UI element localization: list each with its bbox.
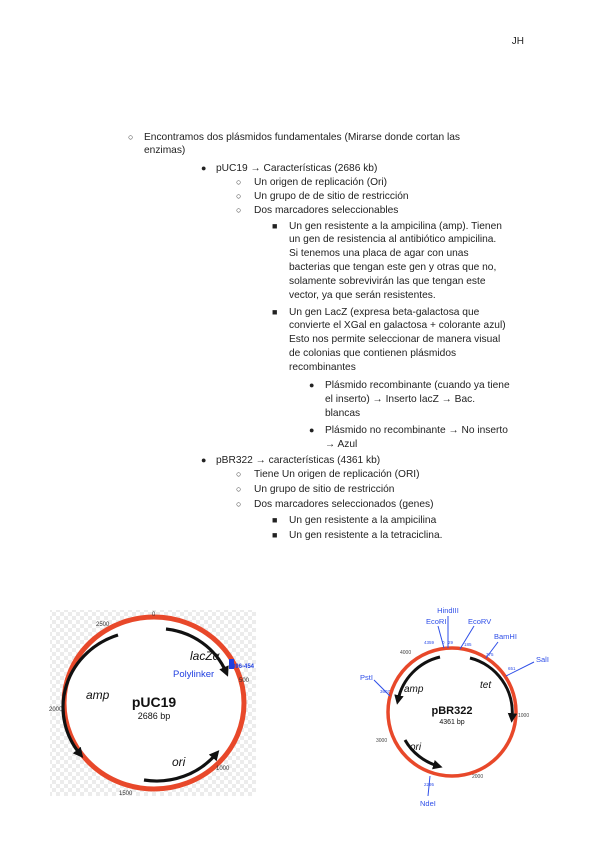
site-bamhi-pos: 375 xyxy=(486,652,494,657)
lacz-line-3: Esto nos permite seleccionar de manera visual xyxy=(289,334,501,345)
bullet-filled: ● xyxy=(201,455,207,465)
puc19-item-markers: Dos marcadores seleccionables xyxy=(254,205,399,216)
pbr322-gene-tet: Un gen resistente a la tetraciclina. xyxy=(289,530,443,541)
bullet-filled: ● xyxy=(309,380,315,390)
intro-line-2: enzimas) xyxy=(144,145,186,156)
pbr322-plasmid-map xyxy=(360,600,560,810)
site-ndei: NdeI xyxy=(420,799,436,808)
site-hindiii-pos: 29 xyxy=(448,640,454,645)
amp-label: amp xyxy=(404,684,424,695)
bullet-square: ■ xyxy=(272,515,278,525)
tick-500: 500 xyxy=(239,678,250,684)
site-ecori-pos: 4359 xyxy=(424,640,435,645)
puc19-item-ori: Un origen de replicación (Ori) xyxy=(254,177,388,188)
site-sali-pos: 651 xyxy=(508,666,516,671)
amp-line-5: solamente sobrevivirán las que tengan este xyxy=(289,276,486,287)
amp-line-2: un gen de resistencia al antibiótico ampicilina. xyxy=(289,234,497,245)
lacz-line-4: de colonias que contienen plásmidos xyxy=(289,348,457,359)
puc19-title: pUC19 → Características (2686 kb) xyxy=(216,163,378,174)
bullet-square: ■ xyxy=(272,307,278,317)
page-header-initials: JH xyxy=(511,36,524,47)
tick-2500: 2500 xyxy=(96,622,110,628)
puc19-plasmid-map xyxy=(36,604,268,800)
ori-label: ori xyxy=(410,742,422,753)
nonrecomb-line-2: → Azul xyxy=(325,439,358,450)
pbr322-item-ori: Tiene Un origen de replicación (ORI) xyxy=(254,469,420,480)
plasmid-size: 2686 bp xyxy=(137,711,171,721)
nonrecomb-line-1: Plásmido no recombinante → No inserto xyxy=(325,425,508,436)
tick-1000: 1000 xyxy=(216,766,230,772)
bullet-hollow: ○ xyxy=(236,499,242,509)
plasmid-name: pBR322 xyxy=(431,705,473,717)
site-ecorv-pos: 185 xyxy=(464,642,472,647)
site-ndei-pos: 2295 xyxy=(424,782,435,787)
recomb-line-2: el inserto) → Inserto lacZ → Bac. xyxy=(325,394,476,405)
plasmid-name: pUC19 xyxy=(131,694,177,710)
bullet-hollow: ○ xyxy=(236,191,242,201)
bullet-square: ■ xyxy=(272,221,278,231)
recomb-line-3: blancas xyxy=(325,408,361,419)
pbr322-item-sites: Un grupo de sitio de restricción xyxy=(254,484,395,495)
recomb-line-1: Plásmido recombinante (cuando ya tiene xyxy=(325,380,510,391)
lacz-line-5: recombinantes xyxy=(289,362,356,373)
tick-3000: 3000 xyxy=(376,738,388,744)
plasmid-size: 4361 bp xyxy=(439,719,465,726)
site-sali: SalI xyxy=(536,655,549,664)
polylinker-range: 396-454 xyxy=(232,664,255,670)
pbr322-gene-amp: Un gen resistente a la ampicilina xyxy=(289,515,437,526)
tet-arrow xyxy=(470,658,512,718)
site-psti-pos: 3607 xyxy=(380,689,391,694)
bullet-filled: ● xyxy=(201,163,207,173)
lacz-line-1: Un gen LacZ (expresa beta-galactosa que xyxy=(289,307,480,318)
tick-4000: 4000 xyxy=(400,650,412,656)
pbr322-item-markers: Dos marcadores seleccionados (genes) xyxy=(254,499,434,510)
bullet-hollow: ○ xyxy=(236,469,242,479)
tet-label: tet xyxy=(480,680,492,691)
amp-label: amp xyxy=(86,688,110,702)
tick-2000: 2000 xyxy=(472,774,484,780)
bullet-hollow: ○ xyxy=(236,205,242,215)
intro-line-1: Encontramos dos plásmidos fundamentales (Mirarse donde cortan las xyxy=(144,132,460,143)
bullet-square: ■ xyxy=(272,530,278,540)
puc19-item-sites: Un grupo de de sitio de restricción xyxy=(254,191,409,202)
ori-label: ori xyxy=(172,755,186,769)
bullet-hollow: ○ xyxy=(128,132,134,142)
amp-line-1: Un gen resistente a la ampicilina (amp). Tienen xyxy=(289,221,502,232)
site-bamhi: BamHI xyxy=(494,632,517,641)
lacz-line-2: convierte el XGal en galactosa + colorante azul) xyxy=(289,320,506,331)
tick-1500: 1500 xyxy=(119,791,133,797)
pbr322-title: pBR322 → características (4361 kb) xyxy=(216,455,381,466)
site-psti: PstI xyxy=(360,673,373,682)
amp-line-3: Si tenemos una placa de agar con unas xyxy=(289,248,469,259)
tick-2000: 2000 xyxy=(49,707,63,713)
bullet-filled: ● xyxy=(309,425,315,435)
amp-line-6: vector, ya que serán resistentes. xyxy=(289,290,436,301)
site-pos-0: 0 xyxy=(442,640,445,645)
bullet-hollow: ○ xyxy=(236,177,242,187)
polylinker-label: Polylinker xyxy=(173,669,215,680)
site-ecorv: EcoRV xyxy=(468,617,492,626)
bullet-hollow: ○ xyxy=(236,484,242,494)
lacz-label: lacZα xyxy=(190,649,220,663)
tick-1000: 1000 xyxy=(518,713,530,719)
tick-0: 0 xyxy=(152,612,156,618)
amp-line-4: bacterias que tengan este gen y otras que no, xyxy=(289,262,497,273)
site-ecori: EcoRI xyxy=(426,617,447,626)
site-hindiii: HindIII xyxy=(437,606,459,615)
